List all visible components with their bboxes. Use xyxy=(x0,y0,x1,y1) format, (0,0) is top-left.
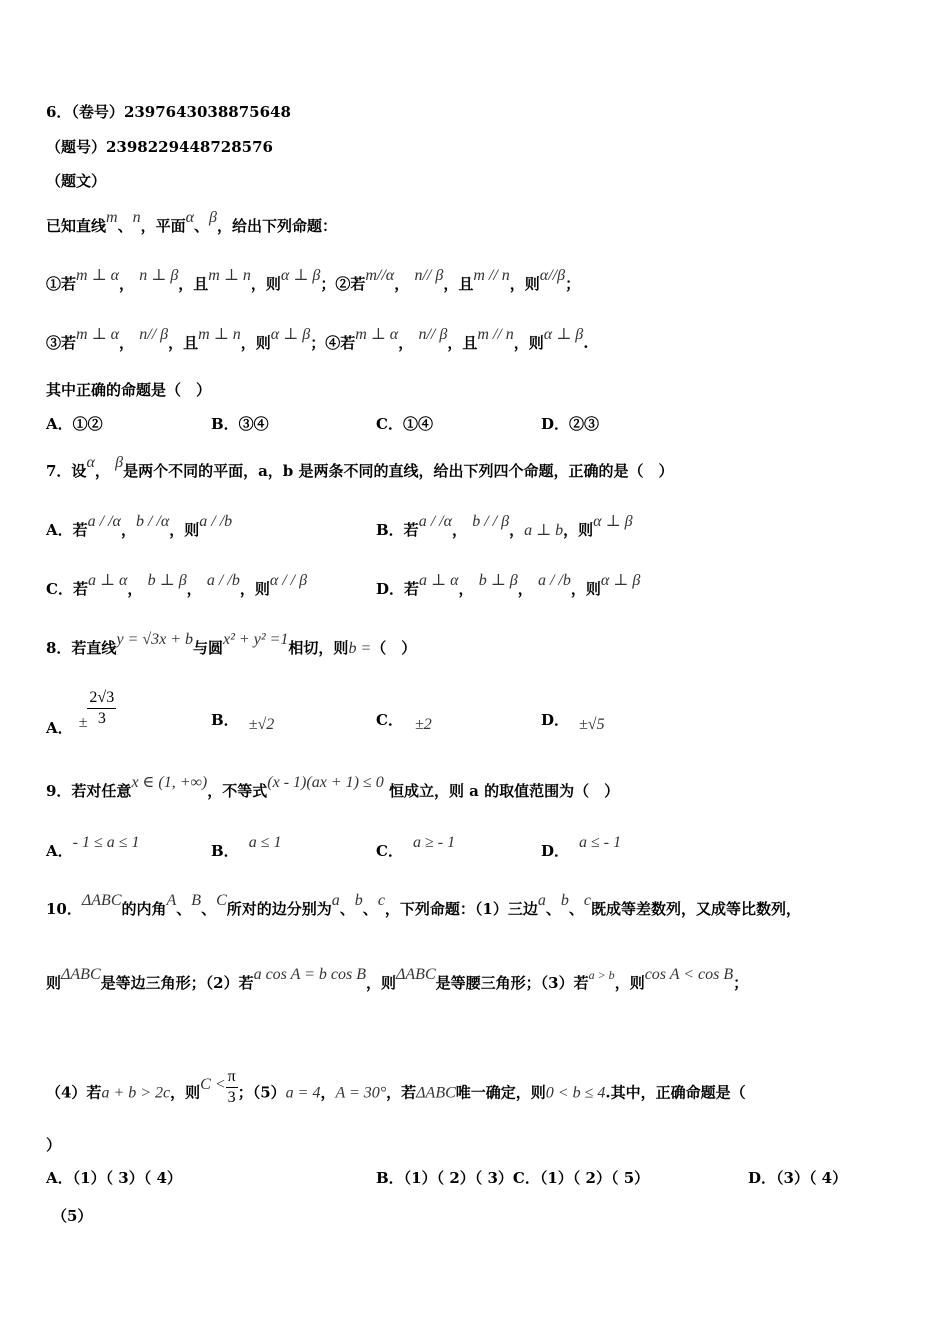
math: α ⊥ β xyxy=(270,326,311,343)
option-text: ，则 xyxy=(169,521,200,539)
q10-text: 则 xyxy=(46,974,62,992)
frac-den: 3 xyxy=(97,710,106,727)
math: ΔABC xyxy=(396,966,436,983)
math: a cos A = b cos B xyxy=(253,966,366,983)
sep: ， xyxy=(398,334,414,352)
q6-ask: 其中正确的命题是（ ） xyxy=(46,381,212,399)
option-text: ，则 xyxy=(563,521,594,539)
q7-option-b[interactable] xyxy=(376,513,633,541)
math: a xyxy=(537,892,546,909)
q8-stem-text: 相切，则 xyxy=(288,639,349,657)
math: ΔABC xyxy=(81,892,122,909)
q7-option-d[interactable] xyxy=(376,572,641,600)
math: α / / β xyxy=(269,572,308,589)
q9-stem-text: 9．若对任意 xyxy=(46,782,132,800)
q10-text: 是等边三角形；（2）若 xyxy=(100,974,254,992)
math: a / /b xyxy=(206,572,240,589)
math: ±√2 xyxy=(248,716,275,733)
option-label: B． xyxy=(211,842,239,860)
option-label: D． xyxy=(541,842,570,860)
q7-option-a[interactable] xyxy=(46,513,233,541)
q10-stem-line-3 xyxy=(46,1068,746,1114)
math: α ⊥ β xyxy=(600,572,641,589)
math: a xyxy=(331,892,340,909)
q10-stem-line-2 xyxy=(46,966,749,994)
q10-number: 10． xyxy=(46,900,82,918)
q6-stem xyxy=(46,209,338,237)
sep: ， xyxy=(509,521,525,539)
math: a / /b xyxy=(537,572,571,589)
q10-text: ，下列命题：（1）三边 xyxy=(384,900,538,918)
math: - 1 ≤ a ≤ 1 xyxy=(72,834,140,851)
q10-text: ，则 xyxy=(170,1083,201,1102)
sep: 、 xyxy=(176,900,192,918)
math: m ⊥ α xyxy=(355,326,399,343)
q8-stem xyxy=(46,631,417,659)
sep: ， xyxy=(186,580,202,598)
prop-text: ，则 xyxy=(509,275,540,293)
prop-text: ，则 xyxy=(513,334,544,352)
sep: 、 xyxy=(545,900,561,918)
q10-stem-line-4: ） xyxy=(46,1136,62,1154)
q6-header: 6．（卷号）2397643038875648 xyxy=(46,103,291,121)
math: ±√5 xyxy=(579,716,605,733)
prop-text: ；④若 xyxy=(310,334,356,352)
math: n// β xyxy=(418,326,448,343)
q10-option-d-cont: （5） xyxy=(52,1207,93,1225)
math: b = xyxy=(348,640,372,657)
math: C < xyxy=(200,1075,226,1093)
q10-text: 是等腰三角形；（3）若 xyxy=(435,974,589,992)
math: a / /b xyxy=(199,513,233,530)
sep: 、 xyxy=(339,900,355,918)
math: cos A < cos B xyxy=(644,966,734,983)
math: m // n xyxy=(477,326,514,343)
q8-stem-text: 与圆 xyxy=(193,639,224,657)
q10-text: 唯一确定，则 xyxy=(455,1083,546,1102)
q10-text: 既成等差数列，又成等比数列， xyxy=(591,900,802,918)
fraction xyxy=(87,688,116,729)
math: a ⊥ b xyxy=(524,522,564,539)
sep: 、 xyxy=(117,217,133,235)
math: b / / β xyxy=(472,513,510,530)
option-label: A．若 xyxy=(46,521,88,539)
math: a ⊥ α xyxy=(419,572,459,589)
prop-text: ①若 xyxy=(46,275,77,293)
math: A = 30° xyxy=(335,1084,387,1102)
option-label: B． xyxy=(211,711,239,729)
q6-stem-text: ，平面 xyxy=(140,217,186,235)
sep: ， xyxy=(127,580,143,598)
math-beta: β xyxy=(209,209,217,226)
q9-option-a[interactable] xyxy=(46,834,140,862)
q6-option-a[interactable]: A．①② xyxy=(46,415,103,433)
math-n: n xyxy=(132,209,141,226)
math: A xyxy=(166,892,177,909)
q9-option-b[interactable] xyxy=(211,834,282,862)
math-beta: β xyxy=(115,454,124,471)
sep: ， xyxy=(517,580,533,598)
q10-stem-line-1 xyxy=(46,892,802,920)
sep: 、 xyxy=(194,217,210,235)
q10-text: 所对的边分别为 xyxy=(226,900,332,918)
math: B xyxy=(191,892,202,909)
math: c xyxy=(583,892,592,909)
q6-option-b[interactable]: B．③④ xyxy=(211,415,269,433)
math: α ⊥ β xyxy=(280,267,321,284)
math: b xyxy=(560,892,569,909)
math: ΔABC xyxy=(61,966,101,983)
math: a > b xyxy=(588,968,615,982)
frac-den: 3 xyxy=(227,1089,236,1106)
sep: ， xyxy=(120,521,136,539)
math: m // n xyxy=(473,267,510,284)
q10-text: ；（5） xyxy=(237,1083,286,1102)
math: m//α xyxy=(365,267,395,284)
math: ΔABC xyxy=(416,1084,456,1102)
q6-stem-text: ，给出下列命题： xyxy=(217,217,338,235)
q9-option-c[interactable] xyxy=(376,834,456,862)
math: m ⊥ n xyxy=(208,267,251,284)
q6-propositions-1-2 xyxy=(46,267,581,295)
q10-option-a[interactable]: A．（1）（ 3）（ 4） xyxy=(46,1169,182,1187)
q7-stem-text: 7．设 xyxy=(46,462,87,480)
math: y = √3x + b xyxy=(116,631,194,648)
prop-text: ，且 xyxy=(178,275,209,293)
math-alpha: α xyxy=(86,454,95,471)
q10-text: （4）若 xyxy=(46,1083,102,1102)
math: 0 < b ≤ 4 xyxy=(545,1084,606,1102)
prop-text: ，则 xyxy=(250,275,281,293)
math-alpha: α xyxy=(185,209,195,226)
q10-text: 的内角 xyxy=(121,900,167,918)
math: α ⊥ β xyxy=(593,513,633,530)
sep: ， xyxy=(119,334,135,352)
sep: ， xyxy=(394,275,410,293)
math: n// β xyxy=(139,326,169,343)
option-label: D．若 xyxy=(376,580,420,598)
sep: 、 xyxy=(362,900,378,918)
q6-stem-text: 已知直线 xyxy=(46,217,107,235)
math: (x - 1)(ax + 1) ≤ 0 xyxy=(267,774,384,791)
option-label: B．若 xyxy=(376,521,419,539)
q10-option-d[interactable]: D．（3）（ 4） xyxy=(748,1169,848,1187)
frac-num: 2√3 xyxy=(87,688,116,709)
math: m ⊥ α xyxy=(76,326,120,343)
math-m: m xyxy=(106,209,118,226)
q8-option-a[interactable] xyxy=(46,688,116,737)
sep: ， xyxy=(320,1083,336,1102)
prop-text: ，则 xyxy=(240,334,271,352)
math: a / /α xyxy=(418,513,452,530)
math: b ⊥ β xyxy=(478,572,518,589)
option-text: ，则 xyxy=(239,580,270,598)
math: a ≤ - 1 xyxy=(579,834,622,851)
math: n ⊥ β xyxy=(139,267,179,284)
option-label: C． xyxy=(376,842,403,860)
q10-text: .其中，正确命题是（ xyxy=(605,1083,746,1102)
q9-option-d[interactable] xyxy=(541,834,622,862)
sep: ； xyxy=(733,974,749,992)
option-label: C． xyxy=(376,711,403,729)
math: a / /α xyxy=(87,513,121,530)
q9-stem-text: ，不等式 xyxy=(207,782,268,800)
q6-propositions-3-4 xyxy=(46,326,589,354)
q8-stem-text: （ ） xyxy=(371,639,417,657)
q8-option-b[interactable] xyxy=(211,710,274,731)
q6-label: （题文） xyxy=(46,172,107,190)
math: ±2 xyxy=(414,716,432,733)
q7-stem-text: 是两个不同的平面，a，b 是两条不同的直线，给出下列四个命题，正确的是（ ） xyxy=(123,462,674,480)
option-label: D． xyxy=(541,711,570,729)
option-label: A． xyxy=(46,718,73,737)
sep: 、 xyxy=(201,900,217,918)
math: x ∈ (1, +∞) xyxy=(131,774,208,791)
prop-text: ，且 xyxy=(443,275,474,293)
math: b xyxy=(354,892,363,909)
math: c xyxy=(377,892,385,909)
q8-stem-text: 8．若直线 xyxy=(46,639,117,657)
math: a ≥ - 1 xyxy=(412,834,456,851)
sep: ， xyxy=(119,275,135,293)
math: x² + y² =1 xyxy=(223,631,289,648)
q10-text: ，若 xyxy=(386,1083,417,1102)
math: ± xyxy=(78,713,88,731)
q10-text: ，则 xyxy=(366,974,397,992)
sep: ， xyxy=(94,462,110,480)
sep: ； xyxy=(565,275,581,293)
frac-num: π xyxy=(226,1067,238,1088)
math: α ⊥ β xyxy=(543,326,584,343)
q9-stem-text: 恒成立，则 a 的取值范围为（ ） xyxy=(388,782,620,800)
math: a + b > 2c xyxy=(101,1084,171,1102)
math: a ≤ 1 xyxy=(248,834,282,851)
prop-text: ，且 xyxy=(168,334,199,352)
math: m ⊥ n xyxy=(198,326,241,343)
sep: ， xyxy=(458,580,474,598)
math: C xyxy=(216,892,227,909)
sep: . xyxy=(583,334,589,352)
option-text: ，则 xyxy=(570,580,601,598)
q7-option-c[interactable] xyxy=(46,572,308,600)
prop-text: ；②若 xyxy=(320,275,366,293)
q6-option-c[interactable]: C．①④ xyxy=(376,415,433,433)
math: m ⊥ α xyxy=(76,267,120,284)
math: a = 4 xyxy=(285,1084,321,1102)
option-label: C．若 xyxy=(46,580,88,598)
q8-option-d[interactable] xyxy=(541,710,605,731)
prop-text: ③若 xyxy=(46,334,77,352)
q8-option-c[interactable] xyxy=(376,710,432,731)
math: α//β xyxy=(539,267,566,284)
math: b ⊥ β xyxy=(147,572,187,589)
prop-text: ，且 xyxy=(447,334,478,352)
option-label: A． xyxy=(46,842,73,860)
fraction xyxy=(226,1067,238,1108)
q7-stem xyxy=(46,454,674,482)
math: b / /α xyxy=(135,513,170,530)
q9-stem xyxy=(46,774,620,802)
q10-option-b-c[interactable]: B．（1）（ 2）（ 3）C．（1）（ 2）（ 5） xyxy=(376,1169,650,1187)
q6-question-id: （题号）2398229448728576 xyxy=(46,138,273,156)
q10-text: ，则 xyxy=(614,974,645,992)
math: a ⊥ α xyxy=(87,572,128,589)
math: n// β xyxy=(414,267,444,284)
q6-option-d[interactable]: D．②③ xyxy=(541,415,600,433)
sep: 、 xyxy=(568,900,584,918)
sep: ， xyxy=(451,521,467,539)
